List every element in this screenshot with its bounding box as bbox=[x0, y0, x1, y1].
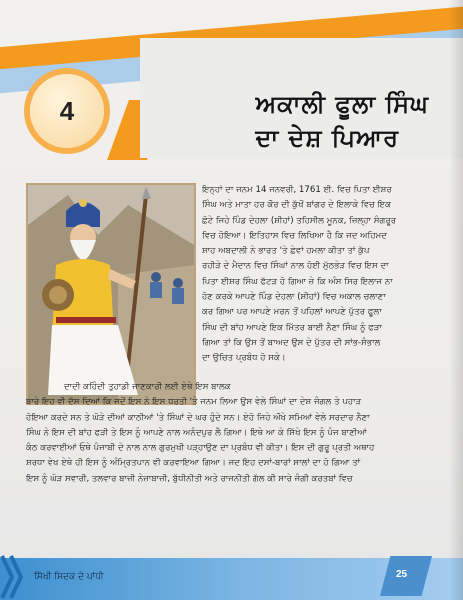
paragraph-1-line: ਪਿਤਾ ਈਸ਼ਰ ਸਿੰਘ ਫੱਟੜ ਹੋ ਗਿਆ ਜ਼ੇ ਕਿ ਅੰਸ ਸਿਰ ਇਲਾਜ ਨਾ bbox=[202, 276, 393, 287]
paragraph-2-line: ਦਾਦੀ ਕਹਿੰਦੀ ਤੁਹਾਡੀ ਜਾਣਕਾਰੀ ਲਈ ਏਥੇ ਇਸ ਬਾਲਕ bbox=[64, 382, 231, 392]
paragraph-2-line: ਇਸ ਨੂੰ ਘੋੜ ਸਵਾਰੀ, ਤਲਵਾਰ ਬਾਜ਼ੀ ਨੇਜ਼ਾਬਾਜ਼ੀ, ਬੁੱਧੀਨੀਤੀ ਅਤੇ ਰਾਜਨੀਤੀ ਗੱਲ ਕੀ ਸਾਰੇ ਜੰਗੀ ਕਰਤਬਾਂ ਵਿਚ bbox=[26, 473, 353, 484]
paragraph-2 bbox=[26, 380, 444, 487]
footer-book-title: ਸਿੱਖੀ ਸਿਦਕ ਦੇ ਪਾਂਧੀ bbox=[34, 572, 104, 582]
paragraph-2-line: ਹੋਇਆ ਕਰਦੇ ਸਨ ਤੇ ਘੋੜੇ ਦੀਆਂ ਕਾਠੀਆਂ 'ਤੇ ਸਿੰਘਾਂ ਦੇ ਘਰ ਹੁੰਦੇ ਸਨ। ਏਹੋ ਜਿਹੇ ਔਖੇ ਸਮਿਆਂ ਵੇਲੇ ਸਰਦਾਰ ਨੈਣਾ bbox=[26, 412, 370, 423]
warrior-image bbox=[28, 185, 194, 403]
page-number: 25 bbox=[396, 569, 408, 580]
paragraph-1-line: ਛੋਟੇ ਜਿਹੇ ਪਿੰਡ ਦੇਹਲਾ (ਸ਼ੀਹਾਂ) ਤਹਿਸੀਲ ਮੂਨਕ, ਜ਼ਿਲ੍ਹਾ ਸੰਗਰੂਰ bbox=[202, 215, 397, 226]
warrior-illustration bbox=[26, 183, 196, 405]
page-edge-shadow bbox=[449, 0, 463, 600]
chevron-decoration-icon bbox=[0, 554, 26, 600]
paragraph-1-line: ਵਿਚ ਹੋਇਆ। ਇਤਿਹਾਸ ਵਿਚ ਲਿਖਿਆ ਹੈ ਕਿ ਜਦ ਅਹਿਮਦ bbox=[202, 230, 387, 241]
paragraph-1-line: ਸਿੰਘ ਦੀ ਬਾਂਹ ਆਪਣੇ ਇਕ ਮਿੱਤਰ ਬਾਈ ਨੈਣਾ ਸਿੰਘ ਨੂੰ ਫੜਾ bbox=[202, 322, 382, 333]
chapter-title-line-1: ਅਕਾਲੀ ਫੂਲਾ ਸਿੰਘ bbox=[255, 90, 429, 118]
paragraph-1-line: ਇਨ੍ਹਾਂ ਦਾ ਜਨਮ 14 ਜਨਵਰੀ, 1761 ਈ. ਵਿਚ ਪਿਤਾ ਈਸ਼ਰ bbox=[202, 185, 392, 195]
paragraph-1 bbox=[202, 183, 438, 367]
chapter-title-line-2: ਦਾ ਦੇਸ਼ ਪਿਆਰ bbox=[255, 124, 399, 152]
paragraph-2-line: ਕੰਠ ਕਰਵਾਈਆਂ ਓਥੇ ਪੰਜਾਬੀ ਦੇ ਨਾਲ ਨਾਲ ਗੁਰਮੁਖੀ ਪੜ੍ਹਾਉਣ ਦਾ ਪ੍ਰਬੰਧ ਵੀ ਕੀਤਾ। ਇਸ ਦੀ ਗੁਰੂ ਪ੍ਰਤੀ ਅਥਾਹ bbox=[26, 443, 375, 454]
paragraph-1-line: ਦਾ ਉਚਿਤ ਪ੍ਰਬੰਧ ਹੋ ਸਕੇ। bbox=[202, 353, 286, 364]
paragraph-1-line: ਰਹੀੜੇ ਦੇ ਮੈਦਾਨ ਵਿਚ ਸਿੰਘਾਂ ਨਾਲ ਹੋਈ ਮੁੱਠਭੇੜ ਵਿਚ ਇਸ ਦਾ bbox=[202, 261, 389, 272]
paragraph-1-line: ਸਿੰਘ ਅਤੇ ਮਾਤਾ ਹਰ ਕੌਰ ਦੀ ਕੁੱਖੋਂ ਬਾਂਗਰ ਦੇ ਇਲਾਕੇ ਵਿਚ ਇਕ bbox=[202, 200, 391, 211]
paragraph-2-line: ਸ਼ਰਧਾ ਵੇਖ ਏਥੇ ਹੀ ਇਸ ਨੂੰ ਅੰਮ੍ਰਿਤਪਾਨ ਵੀ ਕਰਵਾਇਆ ਗਿਆ। ਜਦ ਇਹ ਦਸਾਂ-ਬਾਰਾਂ ਸਾਲਾਂ ਦਾ ਹੋ ਗਿਆ ਤਾਂ bbox=[26, 458, 361, 469]
paragraph-2-line: ਸਿੰਘ ਨੇ ਇਸ ਦੀ ਬਾਂਹ ਫੜੀ ਤੇ ਇਸ ਨੂੰ ਆਪਣੇ ਨਾਲ ਅਨੰਦਪੁਰ ਲੈ ਗਿਆ। ਇਥੇ ਆ ਕੇ ਸਿੱਖੇ ਇਸ ਨੂੰ ਪੰਜ ਬਾਣੀਆਂ bbox=[26, 427, 367, 438]
paragraph-1-line: ਕਰ ਗਿਆ ਪਰ ਆਪਣੇ ਮਰਨ ਤੋਂ ਪਹਿਲਾਂ ਆਪਣੇ ਪੁੱਤਰ ਫੂਲਾ bbox=[202, 307, 382, 318]
paragraph-1-line: ਗਿਆ ਤਾਂ ਕਿ ਉਸ ਤੋਂ ਬਾਅਦ ਉਸ ਦੇ ਪੁੱਤਰ ਦੀ ਸਾਂਭ-ਸੰਭਾਲ bbox=[202, 337, 381, 348]
chapter-number: 4 bbox=[59, 95, 75, 126]
chapter-number-badge bbox=[30, 74, 104, 148]
paragraph-1-line: ਹੋਣ ਕਰਕੇ ਆਪਣੇ ਪਿੰਡ ਦੇਹਲਾ (ਸ਼ੀਹਾਂ) ਵਿਚ ਅਕਾਲ ਚਲਾਣਾ bbox=[202, 292, 386, 303]
paragraph-2-line: ਬਾਰੇ ਇਹ ਵੀ ਦੱਸ ਦਿਆਂ ਕਿ ਜਦੋਂ ਇਸ ਨੇ ਇਸ ਧਰਤੀ 'ਤੇ ਜਨਮ ਲਿਆ ਉਸ ਵੇਲੇ ਸਿੰਘਾਂ ਦਾ ਦੇਸ਼ ਜੰਗਲ ਤੇ ਪਹਾੜ bbox=[26, 397, 362, 408]
paragraph-1-line: ਸ਼ਾਹ ਅਬਦਾਲੀ ਨੇ ਭਾਰਤ 'ਤੇ ਛੇਵਾਂ ਹਮਲਾ ਕੀਤਾ ਤਾਂ ਕੁੱਪ bbox=[202, 246, 370, 257]
